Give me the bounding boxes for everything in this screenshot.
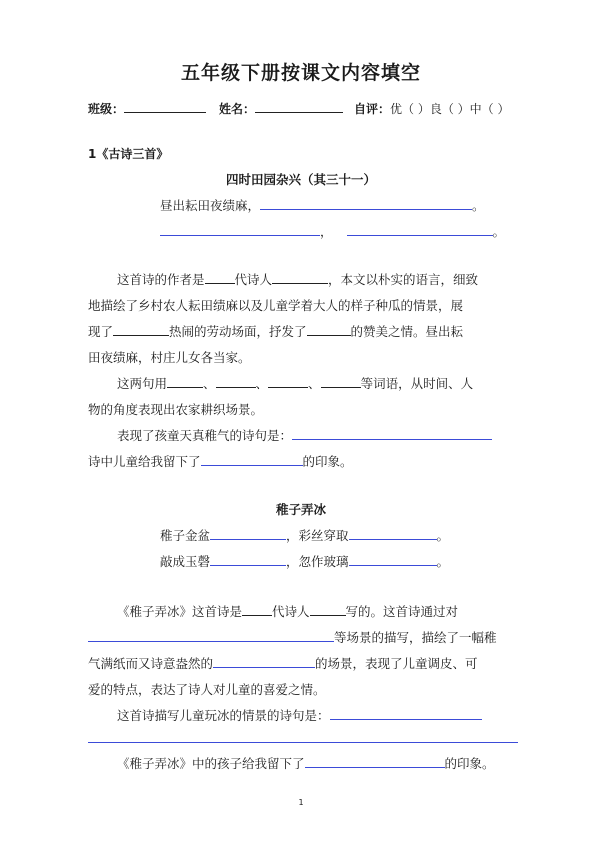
poem2-line1-blank-b[interactable]	[349, 527, 437, 540]
page-number: 1	[298, 798, 304, 807]
class-blank[interactable]	[124, 100, 206, 113]
ice-play-line-blank[interactable]	[330, 707, 482, 720]
self-eval-field	[354, 100, 509, 117]
poem2-para1-line3: 气满纸而又诗意盎然的 的场景，表现了儿童调皮、可	[88, 656, 478, 671]
poem2-line2-blank-a[interactable]	[210, 553, 286, 566]
poem1-title: 四时田园杂兴（其三十一）	[225, 172, 376, 187]
poem2-line1-blank-a[interactable]	[210, 527, 286, 540]
word-blank-1[interactable]	[167, 375, 203, 388]
poem1-line1-blank[interactable]	[260, 197, 472, 210]
page-title: 五年级下册按课文内容填空	[180, 62, 421, 84]
poem1-line2-blank-a[interactable]	[160, 223, 320, 236]
scene-blank[interactable]	[113, 323, 169, 336]
word-blank-4[interactable]	[321, 375, 361, 388]
word-blank-3[interactable]	[268, 375, 308, 388]
poem2-para1-line4: 爱的特点，表达了诗人对儿童的喜爱之情。	[88, 682, 326, 697]
childlike-line-blank[interactable]	[292, 427, 492, 440]
poem2-title: 稚子弄冰	[275, 502, 326, 517]
name-field	[219, 100, 343, 117]
impression-blank-1[interactable]	[201, 453, 303, 466]
name-blank[interactable]	[255, 100, 343, 113]
praise-blank[interactable]	[307, 323, 351, 336]
impression-blank-2[interactable]	[305, 755, 445, 768]
poem2-line2: 敲成玉磬 ，忽作玻璃 。	[160, 554, 450, 569]
dynasty-blank[interactable]	[205, 271, 235, 284]
poem2-scene-blank[interactable]	[213, 655, 315, 668]
poem1-para2-line2: 物的角度表现出农家耕织场景。	[88, 402, 264, 417]
poem2-line1: 稚子金盆 ，彩丝穿取 。	[160, 528, 450, 543]
poem1-para1-line4: 田夜绩麻，村庄儿女各当家。	[88, 350, 251, 365]
class-label: 班级：	[88, 102, 125, 116]
class-field	[88, 100, 206, 117]
poem1-para4: 诗中儿童给我留下了 的印象。	[88, 454, 353, 469]
poem2-para1-line1: 《稚子弄冰》这首诗是 代诗人 写的。这首诗通过对	[117, 604, 459, 619]
section-heading: 1《古诗三首》	[88, 147, 169, 161]
word-blank-2[interactable]	[216, 375, 256, 388]
poem2-para2: 这首诗描写儿童玩冰的情景的诗句是：	[117, 706, 482, 724]
poem2-dynasty-blank[interactable]	[242, 603, 272, 616]
poet-blank[interactable]	[272, 271, 328, 284]
poem2-line2-blank-b[interactable]	[349, 553, 437, 566]
poem1-line2: ， 。	[160, 222, 505, 240]
poem1-para1-line1: 这首诗的作者是 代诗人 ，本文以朴实的语言，细致	[117, 272, 479, 287]
poem1-para2-line1: 这两句用 、 、 、 等词语，从时间、人	[117, 376, 474, 391]
poem1-para1-line3: 现了 热闹的劳动场面，抒发了 的赞美之情。昼出耘	[88, 324, 464, 339]
poem2-scenes-blank[interactable]	[88, 629, 334, 642]
self-eval-options: 优（ ）良（ ）中（ ）	[390, 102, 510, 116]
poem1-line2-blank-b[interactable]	[347, 223, 493, 236]
poem1-para1-line2: 地描绘了乡村农人耘田绩麻以及儿童学着大人的样子种瓜的情景，展	[88, 298, 464, 313]
poem1-line1: 昼出耘田夜绩麻， 。	[160, 198, 485, 213]
self-eval-label: 自评：	[354, 102, 391, 116]
name-label: 姓名：	[219, 102, 256, 116]
poem2-poet-blank[interactable]	[310, 603, 346, 616]
poem1-para3: 表现了孩童天真稚气的诗句是：	[117, 426, 492, 444]
poem2-para1-line2: 等场景的描写，描绘了一幅稚	[88, 628, 497, 646]
ice-play-line-blank-2[interactable]	[88, 742, 518, 743]
poem2-para3: 《稚子弄冰》中的孩子给我留下了 的印象。	[117, 756, 495, 771]
